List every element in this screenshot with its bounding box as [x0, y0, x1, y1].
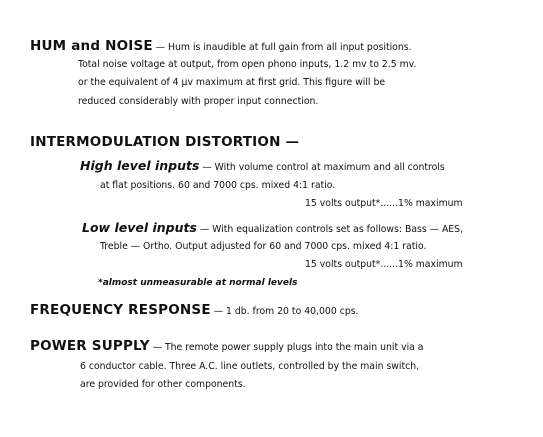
- hum-noise-line1: [30, 40, 412, 54]
- frequency-response-dash: —: [210, 306, 226, 317]
- high-level-line1: [80, 160, 445, 174]
- frequency-response-line: [30, 304, 359, 318]
- high-level-text-1: With volume control at maximum and all controls: [214, 162, 445, 173]
- power-supply-text-3: are provided for other components.: [80, 379, 246, 390]
- hum-noise-text-1: Hum is inaudible at full gain from all input positions.: [168, 42, 412, 53]
- high-level-label: High level inputs: [80, 158, 200, 173]
- low-level-line1: [82, 222, 463, 236]
- power-supply-text-2: 6 conductor cable. Three A.C. line outlets, controlled by the main switch,: [80, 361, 420, 372]
- power-supply-text-1: The remote power supply plugs into the main unit via a: [164, 342, 424, 353]
- low-level-text-1: With equalization controls set as follows: Bass — AES,: [212, 224, 464, 235]
- high-level-text-2: at flat positions. 60 and 7000 cps. mixed 4:1 ratio.: [100, 180, 336, 191]
- low-level-text-2: Treble — Ortho. Output adjusted for 60 and 7000 cps. mixed 4:1 ratio.: [100, 241, 427, 252]
- low-level-dash: —: [196, 224, 213, 235]
- power-supply-line1: [30, 340, 424, 354]
- distortion-footnote: *almost unmeasurable at normal levels: [98, 278, 298, 288]
- hum-noise-dash: —: [152, 42, 169, 53]
- high-level-dash: —: [199, 162, 215, 173]
- hum-noise-text-3: or the equivalent of 4 µv maximum at first grid. This figure will be: [78, 77, 386, 88]
- intermodulation-heading: INTERMODULATION DISTORTION —: [30, 134, 300, 150]
- frequency-response-heading: FREQUENCY RESPONSE: [30, 302, 211, 318]
- power-supply-dash: —: [149, 342, 165, 353]
- hum-noise-text-2: Total noise voltage at output, from open phono inputs, 1.2 mv to 2.5 mv.: [78, 59, 417, 70]
- frequency-response-text: 1 db. from 20 to 40,000 cps.: [225, 306, 359, 317]
- power-supply-heading: POWER SUPPLY: [30, 338, 150, 354]
- low-level-label: Low level inputs: [82, 220, 197, 235]
- hum-noise-heading: HUM and NOISE: [30, 38, 153, 54]
- low-level-spec: 15 volts output*......1% maximum: [305, 259, 463, 270]
- hum-noise-text-4: reduced considerably with proper input connection.: [78, 96, 319, 107]
- high-level-spec: 15 volts output*......1% maximum: [305, 198, 463, 209]
